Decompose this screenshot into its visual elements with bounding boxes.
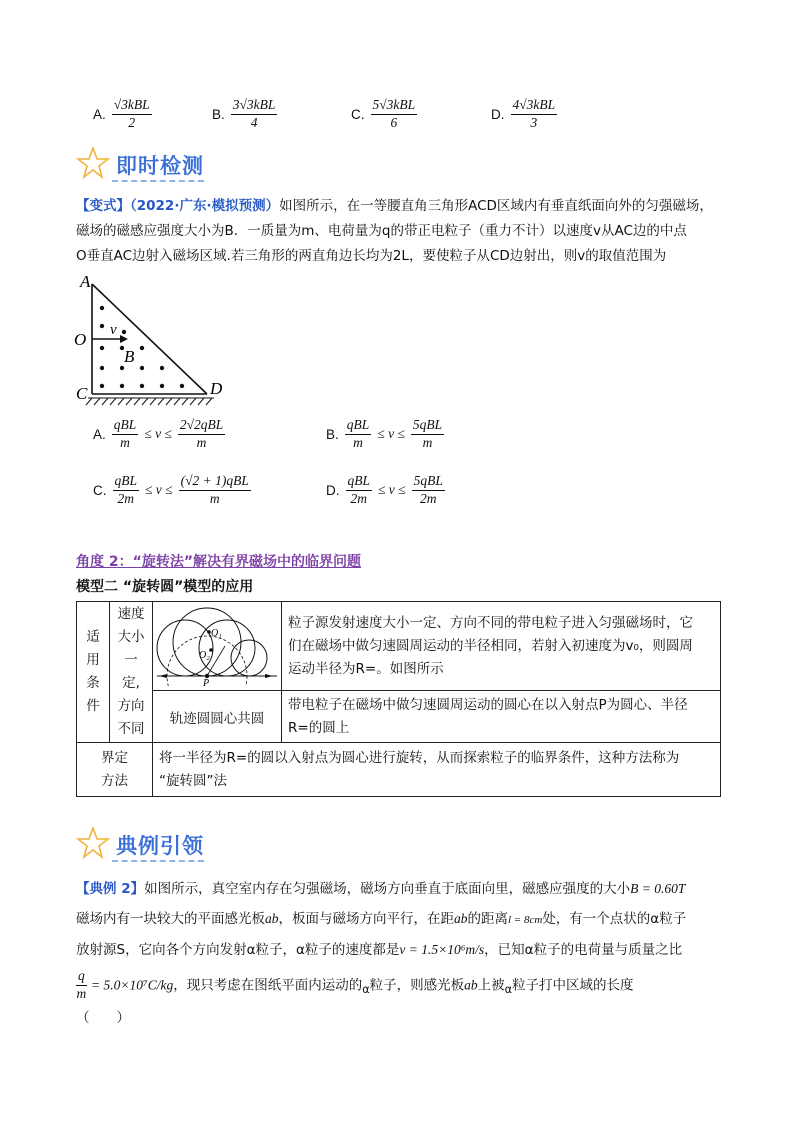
ground-hatch <box>86 398 214 405</box>
q2-choice-a: A. $\frac{\text{qBL}}{m}$ ≤ v ≤ $\frac{\text{2√2qBL}}{m}$ <box>93 417 224 450</box>
definition-method-label: 界定 方法 <box>77 743 153 797</box>
model-table <box>76 601 721 797</box>
example2-question: 【典例 2】如图所示，真空室内存在匀强磁场，磁场方向垂直于底面向里，磁感应强度的大小B = 0.60T 磁场内有一块较大的平面感光板ab，板面与磁场方向平行，在距ab的距离l = 8cm处，有一个点状的α粒子 放射源S，它向各个方向发射α粒子，α粒子的速度都是v = 1.5×10⁶m/s，已知α粒子的电荷量与质量之比 $\frac{q}{m}$ = 5.0×10⁷C/kg，现只考虑在图纸平面内运动的$_\alpha$粒子，则感光板ab上被$_\alpha$粒子打中区域的长度 （ ） <box>76 881 687 1027</box>
label-O: O <box>74 330 87 349</box>
q1-choice-d: D. $\frac{\text{4√3kBL}}{3}$ <box>491 97 556 130</box>
section-title: 典例引领 <box>116 834 204 858</box>
label-B: B <box>124 347 135 366</box>
label-O2: O₂ <box>199 650 210 661</box>
section-underline <box>112 180 204 182</box>
q2-choice-c: C. $\frac{\text{qBL}}{2m}$ ≤ v ≤ $\frac{\text{(√2 + 1)qBL}}{m}$ <box>93 473 249 506</box>
field-dots <box>100 306 184 388</box>
center-on-circle-description: 带电粒子在磁场中做匀速圆周运动的圆心在以入射点P为圆心、半径 R=的圆上 <box>282 691 721 743</box>
q1-choice-c: C. $\frac{\text{5√3kBL}}{6}$ <box>351 97 416 130</box>
same-radius-description: 粒子源发射速度大小一定、方向不同的带电粒子进入匀强磁场时，它 们在磁场中做匀速圆周运动的半径相同，若射入初速度为v₀，则圆周 运动半径为R=。如图所示 <box>282 602 721 691</box>
q2-choice-d: D. $\frac{\text{qBL}}{2m}$ ≤ v ≤ $\frac{\text{5qBL}}{2m}$ <box>326 473 443 506</box>
label-P: P <box>203 678 210 686</box>
q2-choice-b: B. $\frac{\text{qBL}}{m}$ ≤ v ≤ $\frac{\text{5qBL}}{m}$ <box>326 417 443 450</box>
label-O1: O₁ <box>211 628 222 639</box>
angle-heading: 角度 2：“旋转法”解决有界磁场中的临界问题 <box>76 554 362 570</box>
star-icon <box>76 826 110 860</box>
q1-choice-a: A. $\frac{\text{√3kBL}}{2}$ <box>93 97 150 130</box>
section-header-instant-check <box>76 146 206 186</box>
q1-choice-b: B. $\frac{\text{3√3kBL}}{4}$ <box>212 97 276 130</box>
applicable-conditions-cell: 适 用 条 件 <box>77 602 110 743</box>
model-heading: 模型二 “旋转圆”模型的应用 <box>76 579 254 595</box>
center-on-circle-label: 轨迹圆圆心共圆 <box>153 691 282 743</box>
label-A: A <box>80 272 91 291</box>
section-title: 即时检测 <box>116 154 204 178</box>
rotating-circles-figure <box>153 602 281 686</box>
variant-question: 【变式】（2022·广东·模拟预测）如图所示，在一等腰直角三角形ACD区域内有垂直纸面向外的匀强磁场， 磁场的磁感应强度大小为B．一质量为m、电荷量为q的带正电粒子（重力不计）以速度v从AC边的中点 O垂直AC边射入磁场区域.若三角形的两直角边长均为2L，要使粒子从CD边射出，则v的取值范围为 <box>76 198 713 264</box>
section-underline <box>112 860 204 862</box>
speed-constant-cell: 速度 大小 一 定, 方向 不同 <box>110 602 153 743</box>
star-icon <box>76 146 110 180</box>
section-header-example <box>76 826 206 866</box>
label-C: C <box>76 384 88 403</box>
triangle-field-figure <box>72 272 242 412</box>
definition-method-description: 将一半径为R=的圆以入射点为圆心进行旋转，从而探索粒子的临界条件，这种方法称为 “旋转圆”法 <box>153 743 721 797</box>
rotating-circle-figure-cell <box>153 602 282 691</box>
label-D: D <box>210 379 223 398</box>
label-v: v <box>110 322 117 338</box>
